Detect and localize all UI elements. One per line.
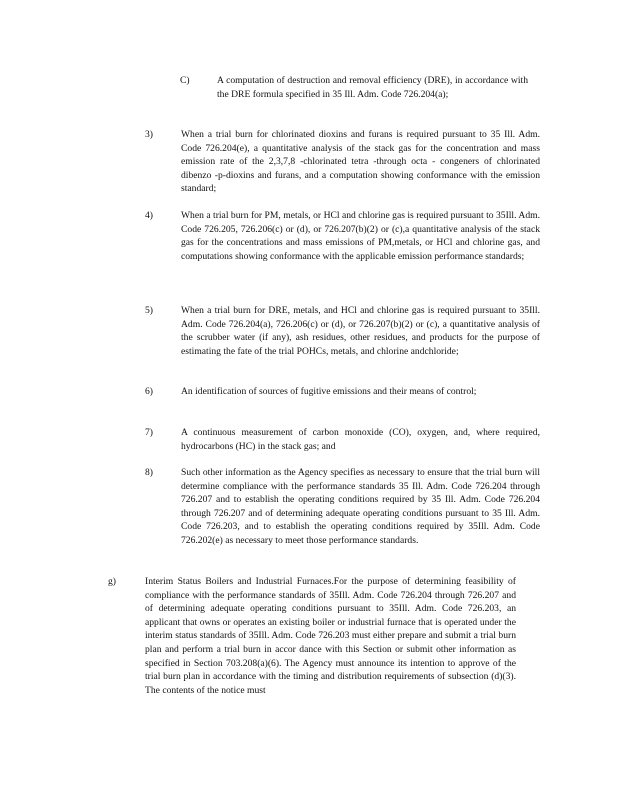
clause-label: 3): [145, 129, 153, 140]
clause-text: When a trial burn for DRE, metals, and HCl and chlorine gas is required pursuant to 35Ill. Adm. Code 726.204(a), 726.206(c) or (d), or 726.207(b)(2) or (c), a quantitative analysis of the scrubber water (if any), ash residues, other residues, and products for the purpose of estimating the fate of the trial POHCs, metals, and chlorine andchloride;: [181, 305, 540, 357]
clause-text: An identification of sources of fugitive emissions and their means of control;: [181, 386, 477, 397]
clause-label: 7): [145, 427, 153, 438]
clause-label: 8): [145, 467, 153, 478]
clause-text: Such other information as the Agency specifies as necessary to ensure that the trial burn will determine compliance with the performance standards 35 Ill. Adm. Code 726.204 through 726.207 and to establish the operating conditions required by 35 Ill. Adm. Code 726.204 through 726.207 and of determining adequate operating conditions pursuant to 35 Ill. Adm. Code 726.203, and to establish the operating conditions required by 35Ill. Adm. Code 726.202(e) as necessary to meet those performance standards.: [181, 467, 540, 546]
clause-text: When a trial burn for chlorinated dioxins and furans is required pursuant to 35 Ill. Adm. Code 726.204(e), a quantitative analysis of the stack gas for the concentration and mass emission rate of the 2,3,7,8 -chlorinated tetra -through octa - congeners of chlorinated dibenzo -p-dioxins and furans, and a computation showing conformance with the emission standard;: [181, 129, 540, 195]
clause-label: 4): [145, 210, 153, 221]
clause-text: Interim Status Boilers and Industrial Furnaces.For the purpose of determining feasibility of compliance with the performance standards of 35Ill. Adm. Code 726.204 through 726.207 and of determining adequate operating conditions pursuant to 35Ill. Adm. Code 726.203, an applicant that owns or operates an existing boiler or industrial furnace that is operated under the interim status standards of 35Ill. Adm. Code 726.203 must either prepare and submit a trial burn plan and perform a trial burn in accor dance with this Section or submit other information as specified in Section 703.208(a)(6). The Agency must announce its intention to approve of the trial burn plan in accordance with the timing and distribution requirements of subsection (d)(3). The contents of the notice must: [145, 576, 516, 696]
clause-text: A computation of destruction and removal efficiency (DRE), in accordance with the DRE formula specified in 35 Ill. Adm. Code 726.204(a);: [217, 75, 528, 100]
clause-label: C): [180, 75, 190, 86]
clause-label: 6): [145, 386, 153, 397]
clause-text: When a trial burn for PM, metals, or HCl and chlorine gas is required pursuant to 35Ill. Adm. Code 726.205, 726.206(c) or (d), or 726.207(b)(2) or (c),a quantitative analysis of the stack gas for the concentrations and mass emissions of PM,metals, or HCl and chlorine gas, and computations showing conformance with the applicable emission performance standards;: [181, 210, 540, 262]
clause-text: A continuous measurement of carbon monoxide (CO), oxygen, and, where required, hydrocarbons (HC) in the stack gas; and: [181, 427, 540, 452]
clause-label: g): [108, 576, 116, 587]
clause-label: 5): [145, 305, 153, 316]
